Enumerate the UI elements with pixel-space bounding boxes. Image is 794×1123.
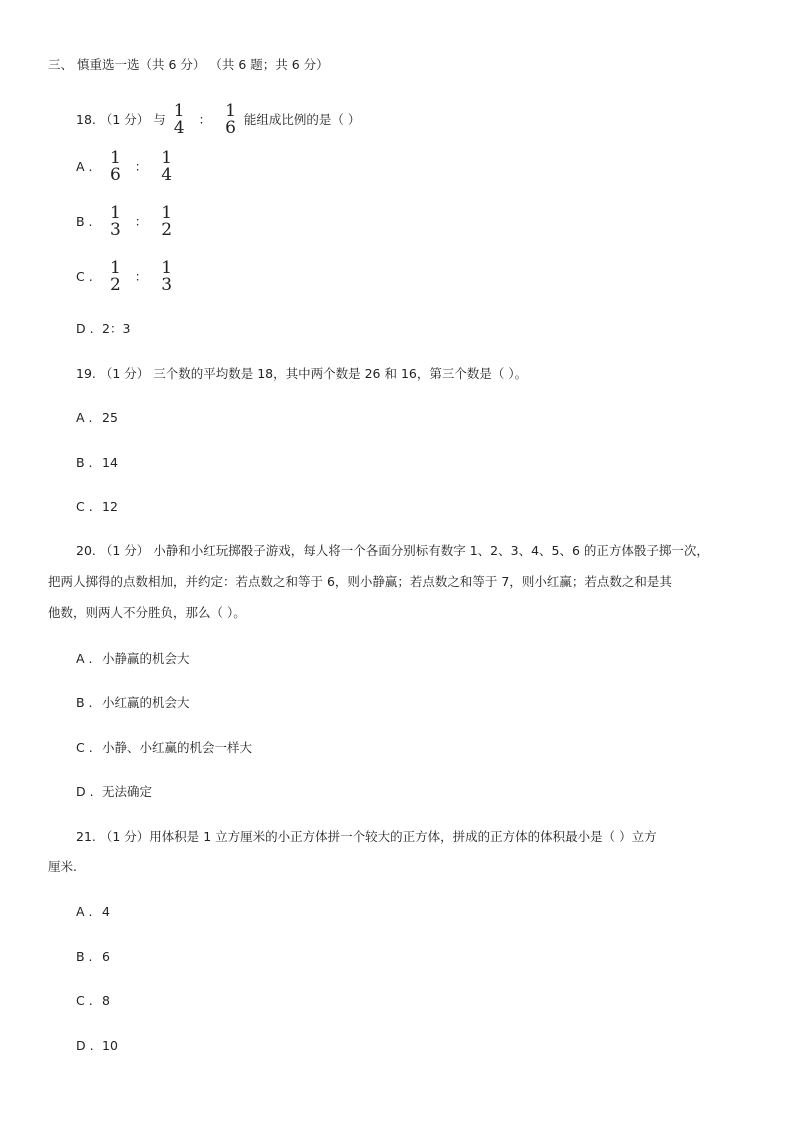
option-text: 小红赢的机会大 bbox=[102, 695, 190, 710]
option-letter: C . bbox=[76, 993, 93, 1008]
question-18-prefix: 18. （1 分） 与 bbox=[76, 112, 166, 127]
denominator: 4 bbox=[161, 165, 173, 185]
option-letter: B . bbox=[76, 695, 93, 710]
ratio-colon: ： bbox=[134, 214, 148, 229]
numerator: 1 bbox=[161, 258, 173, 278]
question-19: 19. （1 分） 三个数的平均数是 18，其中两个数是 26 和 16，第三个数是（ ）。 bbox=[76, 366, 528, 381]
question-21-line-1: 21. （1 分）用体积是 1 立方厘米的小正方体拼一个较大的正方体，拼成的正方体的体积最小是（ ）立方 bbox=[76, 829, 657, 844]
option-text: 8 bbox=[102, 993, 110, 1008]
option-text: 2：3 bbox=[102, 321, 131, 336]
question-18 bbox=[76, 103, 360, 137]
numerator: 1 bbox=[161, 203, 173, 223]
numerator: 1 bbox=[225, 101, 236, 121]
denominator: 2 bbox=[109, 275, 121, 295]
option-d[interactable] bbox=[76, 784, 152, 800]
option-letter: B . bbox=[76, 455, 93, 470]
section-header: 三、 慎重选一选（共 6 分） （共 6 题；共 6 分） bbox=[48, 57, 329, 72]
question-20-line-2: 把两人掷得的点数相加，并约定：若点数之和等于 6，则小静赢；若点数之和等于 7，则小红赢；若点数之和是其 bbox=[48, 574, 672, 589]
ratio-colon: ： bbox=[134, 159, 148, 174]
option-letter: A . bbox=[76, 651, 93, 666]
option-a[interactable] bbox=[76, 410, 118, 426]
option-b[interactable] bbox=[76, 205, 176, 239]
option-letter: A . bbox=[76, 410, 93, 425]
option-d[interactable] bbox=[76, 321, 130, 337]
option-text: 10 bbox=[102, 1038, 118, 1053]
fraction bbox=[108, 205, 123, 239]
option-letter: A . bbox=[76, 904, 93, 919]
option-text: 12 bbox=[102, 499, 118, 514]
denominator: 3 bbox=[109, 220, 121, 240]
fraction bbox=[159, 205, 174, 239]
option-letter: B . bbox=[76, 949, 93, 964]
option-text: 小静、小红赢的机会一样大 bbox=[102, 740, 253, 755]
option-a[interactable] bbox=[76, 904, 110, 920]
option-text: 6 bbox=[102, 949, 110, 964]
denominator: 6 bbox=[109, 165, 121, 185]
fraction bbox=[108, 260, 123, 294]
denominator: 2 bbox=[161, 220, 173, 240]
question-21-line-2: 厘米. bbox=[48, 859, 77, 874]
question-20-line-3: 他数，则两人不分胜负，那么（ ）。 bbox=[48, 605, 246, 620]
denominator: 4 bbox=[173, 118, 185, 138]
numerator: 1 bbox=[109, 148, 121, 168]
ratio-colon: ： bbox=[198, 112, 212, 127]
fraction-one-quarter bbox=[172, 103, 187, 137]
option-b[interactable] bbox=[76, 695, 190, 711]
numerator: 1 bbox=[173, 101, 185, 121]
option-letter: D . bbox=[76, 784, 94, 799]
numerator: 1 bbox=[109, 258, 121, 278]
fraction-one-sixth bbox=[223, 103, 238, 137]
option-c[interactable] bbox=[76, 260, 176, 294]
denominator: 3 bbox=[161, 275, 173, 295]
denominator: 6 bbox=[225, 118, 236, 138]
option-b[interactable] bbox=[76, 949, 110, 965]
fraction bbox=[159, 260, 174, 294]
option-a[interactable] bbox=[76, 150, 176, 184]
numerator: 1 bbox=[161, 148, 173, 168]
option-c[interactable] bbox=[76, 993, 110, 1009]
numerator: 1 bbox=[109, 203, 121, 223]
option-text: 25 bbox=[102, 410, 118, 425]
fraction bbox=[159, 150, 174, 184]
fraction bbox=[108, 150, 123, 184]
option-c[interactable] bbox=[76, 499, 118, 515]
option-letter: B . bbox=[76, 214, 93, 229]
question-20-line-1: 20. （1 分） 小静和小红玩掷骰子游戏，每人将一个各面分别标有数字 1、2、3、4、5、6 的正方体骰子掷一次， bbox=[76, 543, 709, 558]
option-letter: C . bbox=[76, 740, 93, 755]
option-d[interactable] bbox=[76, 1038, 118, 1054]
option-text: 4 bbox=[102, 904, 110, 919]
option-text: 小静赢的机会大 bbox=[102, 651, 190, 666]
option-c[interactable] bbox=[76, 740, 252, 756]
option-text: 无法确定 bbox=[102, 784, 153, 799]
option-letter: A . bbox=[76, 159, 93, 174]
option-b[interactable] bbox=[76, 455, 118, 471]
option-letter: D . bbox=[76, 1038, 94, 1053]
option-text: 14 bbox=[102, 455, 118, 470]
ratio-colon: ： bbox=[134, 269, 148, 284]
question-18-suffix: 能组成比例的是（ ） bbox=[243, 112, 361, 127]
option-letter: D . bbox=[76, 321, 94, 336]
option-letter: C . bbox=[76, 269, 93, 284]
option-a[interactable] bbox=[76, 651, 190, 667]
option-letter: C . bbox=[76, 499, 93, 514]
